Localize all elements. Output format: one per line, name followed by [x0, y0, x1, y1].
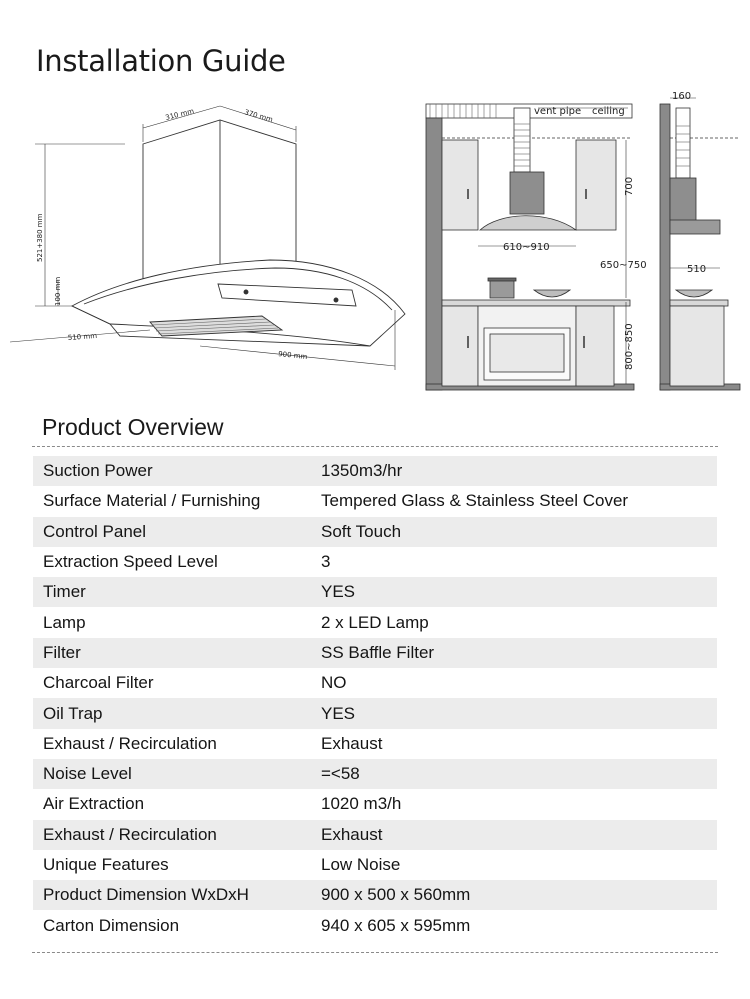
- label-160: 160: [672, 91, 692, 102]
- dim-310: 310 mm: [164, 107, 195, 122]
- spec-value: NO: [321, 673, 347, 693]
- label-510: 510: [687, 264, 707, 275]
- page-title: Installation Guide: [36, 44, 286, 78]
- spec-value: YES: [321, 703, 356, 723]
- bottom-divider: [32, 952, 718, 953]
- spec-row: [33, 910, 717, 940]
- spec-key: Unique Features: [43, 855, 169, 874]
- spec-key: Noise Level: [43, 764, 132, 784]
- spec-key: Control Panel: [43, 521, 147, 541]
- installation-diagram: [0, 84, 750, 404]
- spec-row: [33, 486, 717, 516]
- kitchen-side-view: [660, 98, 740, 390]
- dim-100: 100 mm: [54, 276, 62, 306]
- spec-key: Oil Trap: [43, 703, 103, 723]
- spec-key: Extraction Speed Level: [43, 552, 218, 572]
- spec-row: [33, 607, 717, 637]
- spec-value: Tempered Glass & Stainless Steel Cover: [321, 491, 629, 511]
- spec-value: =<58: [321, 764, 360, 784]
- spec-row: [33, 547, 717, 577]
- spec-row: [33, 729, 717, 759]
- spec-value: 1020 m3/h: [321, 794, 402, 814]
- spec-row: [33, 668, 717, 698]
- label-650-750: 650~750: [600, 260, 647, 271]
- spec-row: [33, 517, 717, 547]
- dim-370: 370 mm: [243, 108, 274, 124]
- spec-row: [33, 577, 717, 607]
- label-610-910: 610~910: [503, 242, 550, 253]
- spec-value: YES: [321, 582, 356, 602]
- spec-key: Air Extraction: [43, 794, 145, 814]
- spec-row: [33, 850, 717, 880]
- spec-value: 940 x 605 x 595mm: [321, 915, 471, 935]
- spec-row: [33, 880, 717, 910]
- spec-row: [33, 759, 717, 789]
- spec-row: [33, 698, 717, 728]
- spec-value: Exhaust: [321, 824, 383, 844]
- spec-value: 1350m3/hr: [321, 461, 403, 481]
- spec-row: [33, 456, 717, 486]
- hood-drawing: [10, 106, 405, 370]
- spec-key: Lamp: [43, 612, 86, 632]
- dim-510: 510 mm: [67, 331, 98, 342]
- spec-key: Exhaust / Recirculation: [43, 824, 217, 844]
- top-divider: [32, 446, 718, 447]
- spec-value: 900 x 500 x 560mm: [321, 885, 471, 905]
- spec-key: Carton Dimension: [43, 915, 180, 935]
- spec-value: 3: [321, 552, 331, 572]
- label-vent-pipe: vent pipe: [534, 106, 582, 117]
- spec-key: Surface Material / Furnishing: [43, 491, 261, 511]
- label-ceiling: ceiling: [592, 106, 625, 117]
- spec-value: Low Noise: [321, 855, 401, 874]
- spec-row: [33, 638, 717, 668]
- spec-key: Timer: [43, 582, 86, 602]
- spec-key: Suction Power: [43, 461, 153, 481]
- spec-key: Exhaust / Recirculation: [43, 733, 217, 753]
- spec-value: Exhaust: [321, 733, 383, 753]
- spec-key: Charcoal Filter: [43, 673, 154, 693]
- label-800-850: 800~850: [624, 323, 635, 370]
- spec-value: Soft Touch: [321, 521, 402, 541]
- label-700: 700: [624, 176, 635, 196]
- spec-row: [33, 820, 717, 850]
- dim-900: 900 mm: [277, 350, 308, 362]
- spec-key: Product Dimension WxDxH: [43, 885, 249, 905]
- spec-row: [33, 789, 717, 819]
- spec-table: [33, 456, 717, 941]
- spec-value: SS Baffle Filter: [321, 642, 435, 662]
- dim-chimney-height: 521+380 mm: [36, 213, 44, 262]
- overview-title: Product Overview: [42, 414, 224, 440]
- spec-key: Filter: [43, 642, 81, 662]
- spec-value: 2 x LED Lamp: [321, 612, 429, 632]
